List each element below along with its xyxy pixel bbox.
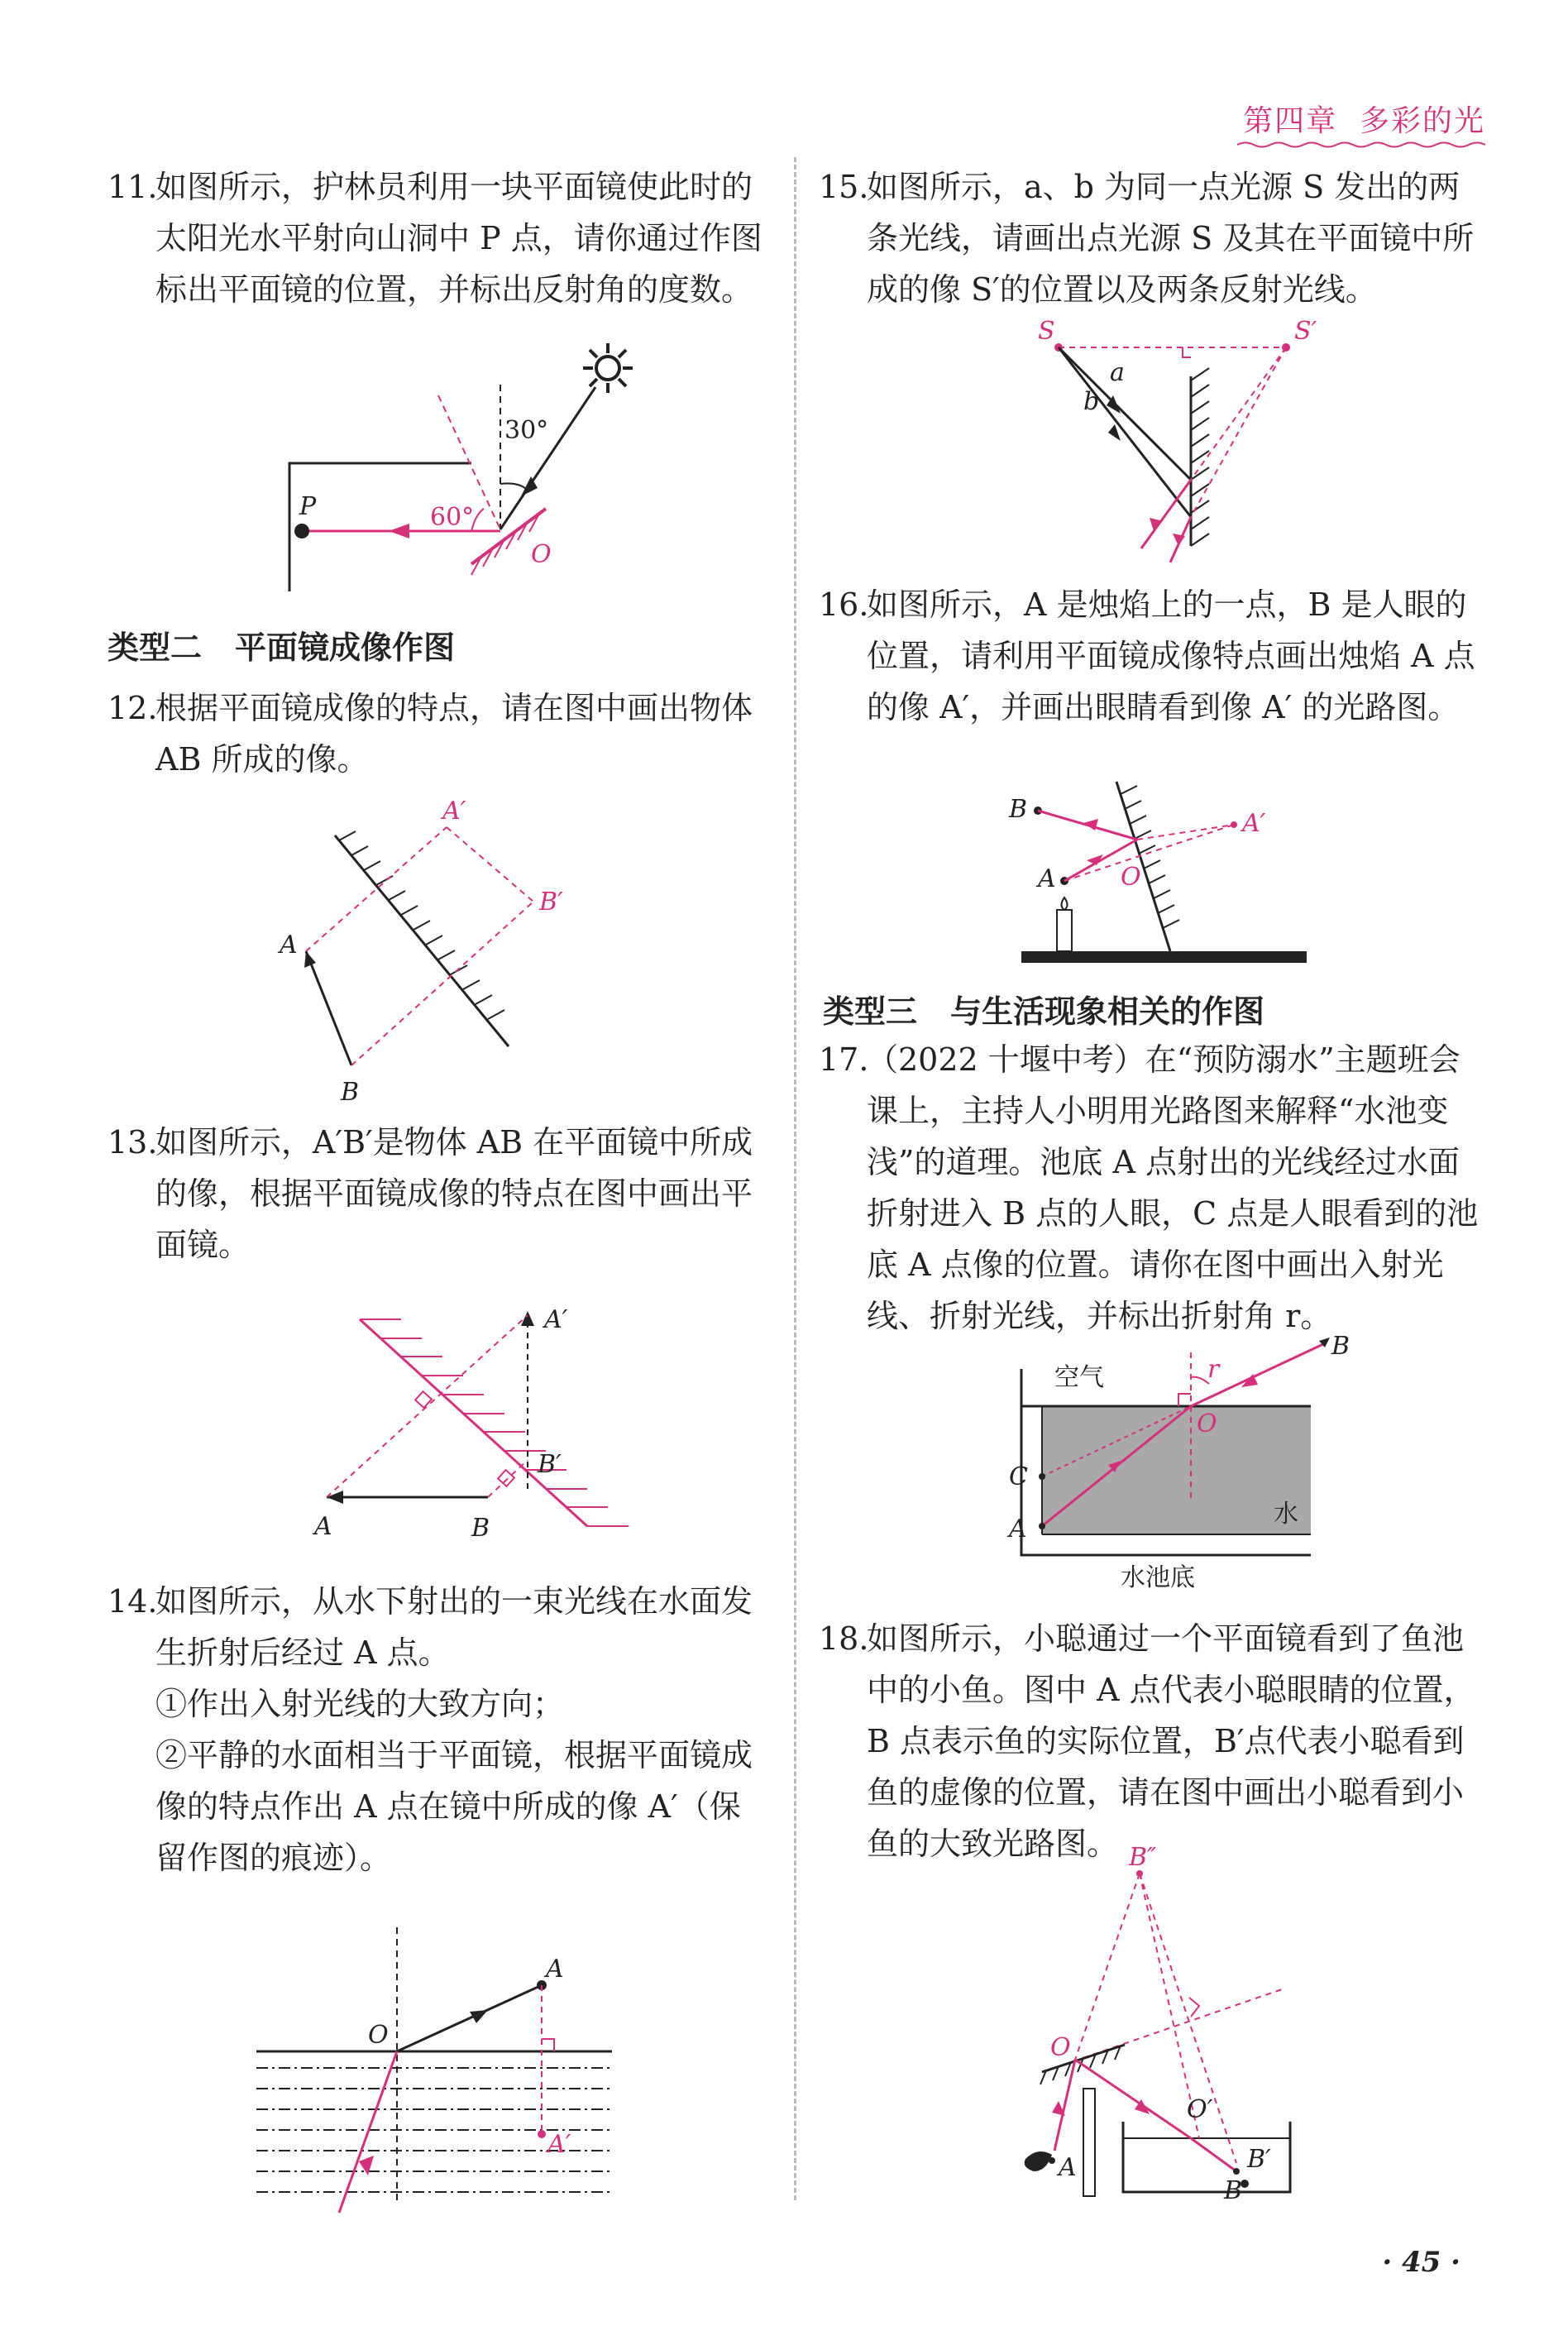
water-region xyxy=(1042,1406,1311,1534)
point-c xyxy=(1039,1473,1045,1480)
label-b: B xyxy=(471,1514,490,1543)
sub-question-2: ②平静的水面相当于平面镜，根据平面镜成像的特点作出 A 点在镜中所成的像 A′（保留作图的痕迹）。 xyxy=(155,1737,753,1876)
chapter-title: 多彩的光 xyxy=(1359,104,1485,138)
section-heading-2 xyxy=(108,622,455,668)
question-16 xyxy=(819,579,1480,733)
label-o: O xyxy=(1121,863,1141,892)
refracted-ray xyxy=(397,1985,542,2051)
label-b-prime: B′ xyxy=(539,888,563,917)
question-text: 如图所示，A 是烛焰上的一点，B 是人眼的位置，请利用平面镜成像特点画出烛焰 A 点的像 A′，并画出眼睛看到像 A′ 的光路图。 xyxy=(867,586,1475,725)
label-c: C xyxy=(1009,1462,1028,1491)
label-a: A xyxy=(1009,1515,1027,1543)
mirror xyxy=(360,1319,587,1526)
label-o: O xyxy=(1197,1409,1217,1438)
mirror xyxy=(335,835,509,1046)
label-a: A xyxy=(280,931,298,960)
angle-label-60: 60° xyxy=(430,503,475,532)
label-a-prime: A′ xyxy=(442,797,466,826)
page-number: · 45 · xyxy=(1382,2246,1460,2279)
figure-q14 xyxy=(248,1919,620,2217)
label-p: P xyxy=(299,492,317,521)
label-b-double-prime: B″ xyxy=(1129,1843,1157,1872)
question-number: 11. xyxy=(108,169,158,205)
point-a xyxy=(1039,1523,1045,1529)
label-s: S xyxy=(1038,317,1055,346)
candle xyxy=(1057,910,1072,951)
figure-q12 xyxy=(273,794,620,1108)
sub-question-1: ①作出入射光线的大致方向； xyxy=(155,1686,565,1722)
section-title: 平面镜成像作图 xyxy=(235,629,456,666)
figure-q18 xyxy=(1001,1843,1315,2209)
label-a: A xyxy=(546,1955,564,1984)
label-b: B xyxy=(341,1078,360,1107)
question-text: 如图所示，护林员利用一块平面镜使此时的太阳光水平射向山洞中 P 点，请你通过作图标出平面镜的位置，并标出反射角的度数。 xyxy=(155,169,762,308)
label-ray-b: b xyxy=(1083,387,1100,416)
angle-label-30: 30° xyxy=(504,416,549,445)
label-air: 空气 xyxy=(1054,1363,1104,1392)
section-label: 类型三 xyxy=(823,993,918,1030)
sun-icon xyxy=(583,343,633,393)
flame-icon xyxy=(1062,897,1068,910)
question-11 xyxy=(108,161,769,315)
point-a-prime xyxy=(538,2130,546,2138)
label-b-prime: B′ xyxy=(1247,2145,1271,2174)
figure-q15 xyxy=(1034,317,1348,562)
figure-q16 xyxy=(1001,778,1323,972)
question-15 xyxy=(819,161,1480,315)
label-a-prime: A′ xyxy=(1242,809,1266,838)
table xyxy=(1021,951,1307,963)
question-13 xyxy=(108,1117,769,1271)
question-14 xyxy=(108,1576,769,1883)
label-ray-a: a xyxy=(1110,358,1125,387)
question-number: 14. xyxy=(108,1583,158,1620)
question-number: 15. xyxy=(819,169,869,205)
question-12 xyxy=(108,682,769,785)
question-text: 如图所示，从水下射出的一束光线在水面发生折射后经过 A 点。 xyxy=(155,1583,753,1671)
label-a: A xyxy=(1059,2153,1077,2182)
label-b: B xyxy=(1224,2176,1243,2205)
image-a-prime xyxy=(1231,821,1237,828)
point-b-prime xyxy=(1233,2168,1240,2175)
question-number: 13. xyxy=(108,1124,158,1161)
label-a: A xyxy=(314,1512,332,1541)
wall xyxy=(1083,2089,1095,2196)
point-a xyxy=(1049,2157,1055,2164)
label-a-prime: A′ xyxy=(547,2130,571,2159)
question-18 xyxy=(819,1613,1480,1869)
column-divider xyxy=(794,157,796,2200)
label-r: r xyxy=(1207,1355,1220,1384)
label-b: B xyxy=(1009,795,1028,824)
question-text: 如图所示，小聪通过一个平面镜看到了鱼池中的小鱼。图中 A 点代表小聪眼睛的位置，B 点表示鱼的实际位置，B′点代表小聪看到鱼的虚像的位置，请在图中画出小聪看到小鱼的大致光路图。 xyxy=(867,1620,1475,1862)
question-text: 如图所示，a、b 为同一点光源 S 发出的两条光线，请画出点光源 S 及其在平面镜中所成的像 S′的位置以及两条反射光线。 xyxy=(867,169,1475,308)
question-number: 18. xyxy=(819,1620,869,1657)
label-pool-bottom: 水池底 xyxy=(1121,1563,1195,1592)
question-17 xyxy=(819,1034,1480,1342)
figure-q11 xyxy=(273,339,653,596)
label-o: O xyxy=(531,540,552,569)
header-underline xyxy=(1237,141,1485,149)
label-b-prime: B′ xyxy=(538,1450,562,1479)
image-construction xyxy=(306,827,533,1065)
label-a-prime: A′ xyxy=(544,1305,568,1334)
question-text: 根据平面镜成像的特点，请在图中画出物体 AB 所成的像。 xyxy=(155,690,753,778)
label-a: A xyxy=(1038,864,1056,893)
label-o-prime: O′ xyxy=(1187,2095,1213,2124)
object-ab xyxy=(306,951,351,1065)
eye-icon xyxy=(1025,2151,1052,2171)
label-water: 水 xyxy=(1274,1500,1298,1529)
incident-ray xyxy=(339,2051,397,2213)
question-number: 17. xyxy=(819,1041,869,1078)
ray-b xyxy=(1059,347,1191,517)
chapter-number: 第四章 xyxy=(1243,104,1338,138)
question-text: （2022 十堰中考）在“预防溺水”主题班会课上，主持人小明用光路图来解释“水池变浅”的道理。池底 A 点射出的光线经过水面折射进入 B 点的人眼，C 点是人眼看到的池底 A 点像的位置。请你在图中画出入射光线、折射光线，并标出折射角 r。 xyxy=(867,1041,1479,1334)
label-s-prime: S′ xyxy=(1294,317,1317,346)
label-b: B xyxy=(1331,1332,1350,1361)
section-label: 类型二 xyxy=(108,629,203,666)
chapter-header xyxy=(1243,98,1485,140)
ray-a xyxy=(1059,347,1191,480)
section-title: 与生活现象相关的作图 xyxy=(950,993,1265,1030)
question-number: 16. xyxy=(819,586,869,623)
question-text: 如图所示，A′B′是物体 AB 在平面镜中所成的像，根据平面镜成像的特点在图中画出平面镜。 xyxy=(155,1124,753,1263)
figure-q17 xyxy=(992,1332,1356,1601)
label-o: O xyxy=(1050,2033,1071,2062)
point-p xyxy=(294,524,309,538)
sun-ray xyxy=(500,387,595,529)
figure-q13 xyxy=(298,1286,629,1559)
label-o: O xyxy=(368,2021,389,2050)
question-number: 12. xyxy=(108,690,158,726)
section-heading-3 xyxy=(823,986,1264,1031)
